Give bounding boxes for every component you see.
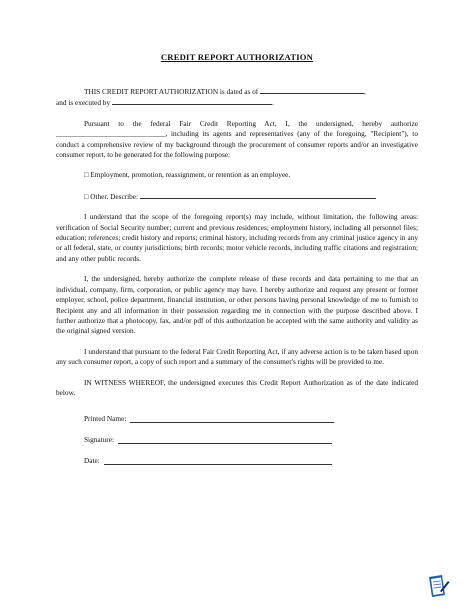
dated-paragraph: THIS CREDIT REPORT AUTHORIZATION is dated as of , and is executed by . bbox=[56, 87, 366, 108]
scope-paragraph: I understand that the scope of the foregoing report(s) may include, without limitation, the following areas: verification of Social Security number; current and previous residences; employment history, including all personnel files; education; references; credit history and reports; criminal history, including records from any criminal justice agency in any or all federal, state, or county jurisdictions; birth records; motor vehicle records, including traffic citations and registration; and any other public records. bbox=[56, 212, 418, 263]
dated-text: THIS CREDIT REPORT AUTHORIZATION is dated as of bbox=[84, 87, 259, 96]
signature-line[interactable] bbox=[118, 435, 332, 444]
document-page bbox=[56, 52, 418, 477]
date-row bbox=[84, 456, 418, 465]
adverse-action-paragraph: I understand that pursuant to the federal Fair Credit Reporting Act, if any adverse action is to be taken based upon any such consumer report, a copy of such report and a summary of the consumer's rights will be provided to me. bbox=[56, 346, 418, 367]
release-paragraph: I, the undersigned, hereby authorize the complete release of these records and data pertaining to me that an individual, company, firm, corporation, or public agency may have. I hereby authorize and request any present or former employer, school, police department, financial institution, or other persons having personal knowledge of me to furnish to Recipient any and all information in their possession regarding me in connection with the purpose described above. I further authorize that a photocopy, fax, and/or pdf of this authorization be accepted with the same authority and validity as the original signed version. bbox=[56, 274, 418, 336]
date-blank[interactable] bbox=[260, 86, 364, 94]
signature-label: Signature: bbox=[84, 435, 114, 445]
signature-row bbox=[84, 435, 418, 444]
printed-name-row bbox=[84, 414, 418, 423]
date-label: Date: bbox=[84, 456, 100, 466]
purpose-option-other[interactable] bbox=[84, 191, 418, 202]
date-line[interactable] bbox=[104, 456, 332, 465]
printed-name-label: Printed Name: bbox=[84, 414, 127, 424]
document-pen-icon bbox=[426, 573, 450, 599]
authorization-paragraph: Pursuant to the federal Fair Credit Reporting Act, I, the undersigned, hereby authorize ______________________________, including its agents and representatives (any of the foregoing, "Recipient"), to conduct a comprehensive review of my background through the procurement of consumer reports and/or an investigative consumer report, to be generated for the following purpose: bbox=[56, 118, 418, 160]
purpose-option-other-label: □ Other. Describe: bbox=[84, 191, 139, 201]
other-describe-blank[interactable] bbox=[140, 191, 376, 199]
executor-blank[interactable] bbox=[112, 97, 272, 105]
printed-name-line[interactable] bbox=[130, 414, 334, 423]
purpose-option-employment[interactable]: □ Employment, promotion, reassignment, or retention as an employee. bbox=[84, 170, 291, 180]
executed-text: and is executed by bbox=[56, 98, 111, 108]
witness-paragraph: IN WITNESS WHEREOF, the undersigned executes this Credit Report Authorization as of the date indicated below. bbox=[56, 377, 418, 397]
document-title: CREDIT REPORT AUTHORIZATION bbox=[160, 52, 314, 62]
